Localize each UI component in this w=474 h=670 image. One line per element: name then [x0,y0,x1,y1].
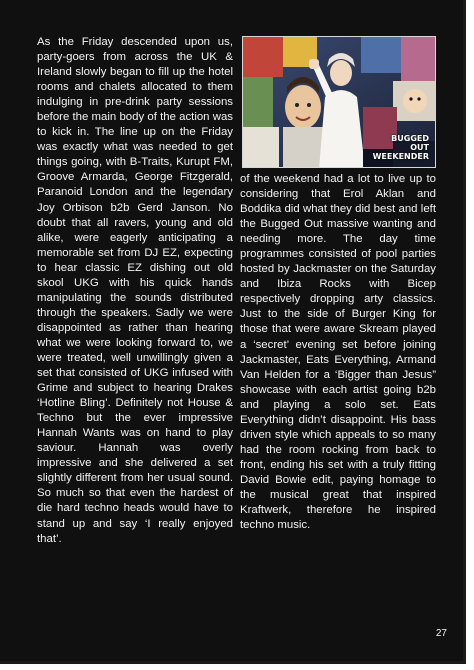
logo-line: BUGGED [391,134,429,143]
logo-line: OUT [410,143,429,152]
event-photo [242,36,436,168]
page-number: 27 [435,628,447,639]
article-column-right: of the weekend had a lot to live up to considering that Erol Aklan and Boddika did what they did best and left the Bugged Out massive wanting and needing more. The day time programmes consisted of pool parties hosted by Jackmaster on the Saturday and Ibiza Rocks with Bicep respectively dropping arty classics. Just to the side of Burger King for those that were aware Skream played a ‘secret’ evening set before joining Jackmaster, Eats Everything, Armand Van Helden for a ‘Bigger than Jesus” showcase with each artist going b2b and playing a solo set. Eats Everything didn’t disappoint. His bass driven style which appeals to so many had the room rocking from back to front, ending his set with a truly fitting David Bowie edit, paying homage to the musical great that inspired Kraftwerk, therefore he inspired techno music. [240,173,436,532]
logo-line: WEEKENDER [372,152,429,161]
bugged-out-logo [373,134,429,161]
article-column-left: As the Friday descended upon us, party-goers from across the UK & Ireland slowly began to fill up the hotel rooms and chalets allocated to them indulging in pre-drink party sessions before the main body of the action was to kick in. The line up on the Friday was exactly what was needed to get things going, with B-Traits, Kurupt FM, Groove Armarda, George Fitzgerald, Paranoid London and the legendary Joy Orbison b2b Gerd Janson. No doubt that all ravers, young and old alike, were eagerly anticipating a memorable set from DJ EZ, expecting to hear classic EZ dishing out old skool UKG with his quick hands manipulating the sounds distributed through the speakers. Sadly we were disappointed as rather than hearing what we were looking forward to, we were treated, well unwillingly given a set that consisted of UKG infused with Grime and subject to hearing Drakes ‘Hotline Bling’. Definitely not House & Techno but the ever impressive Hannah Wants was on hand to play saviour. Hannah was overly impressive and she delivered a set slightly different from her usual sound. So much so that even the hardest of die hard techno heads would have to stand up and say ‘I really enjoyed that’. [37,36,233,545]
